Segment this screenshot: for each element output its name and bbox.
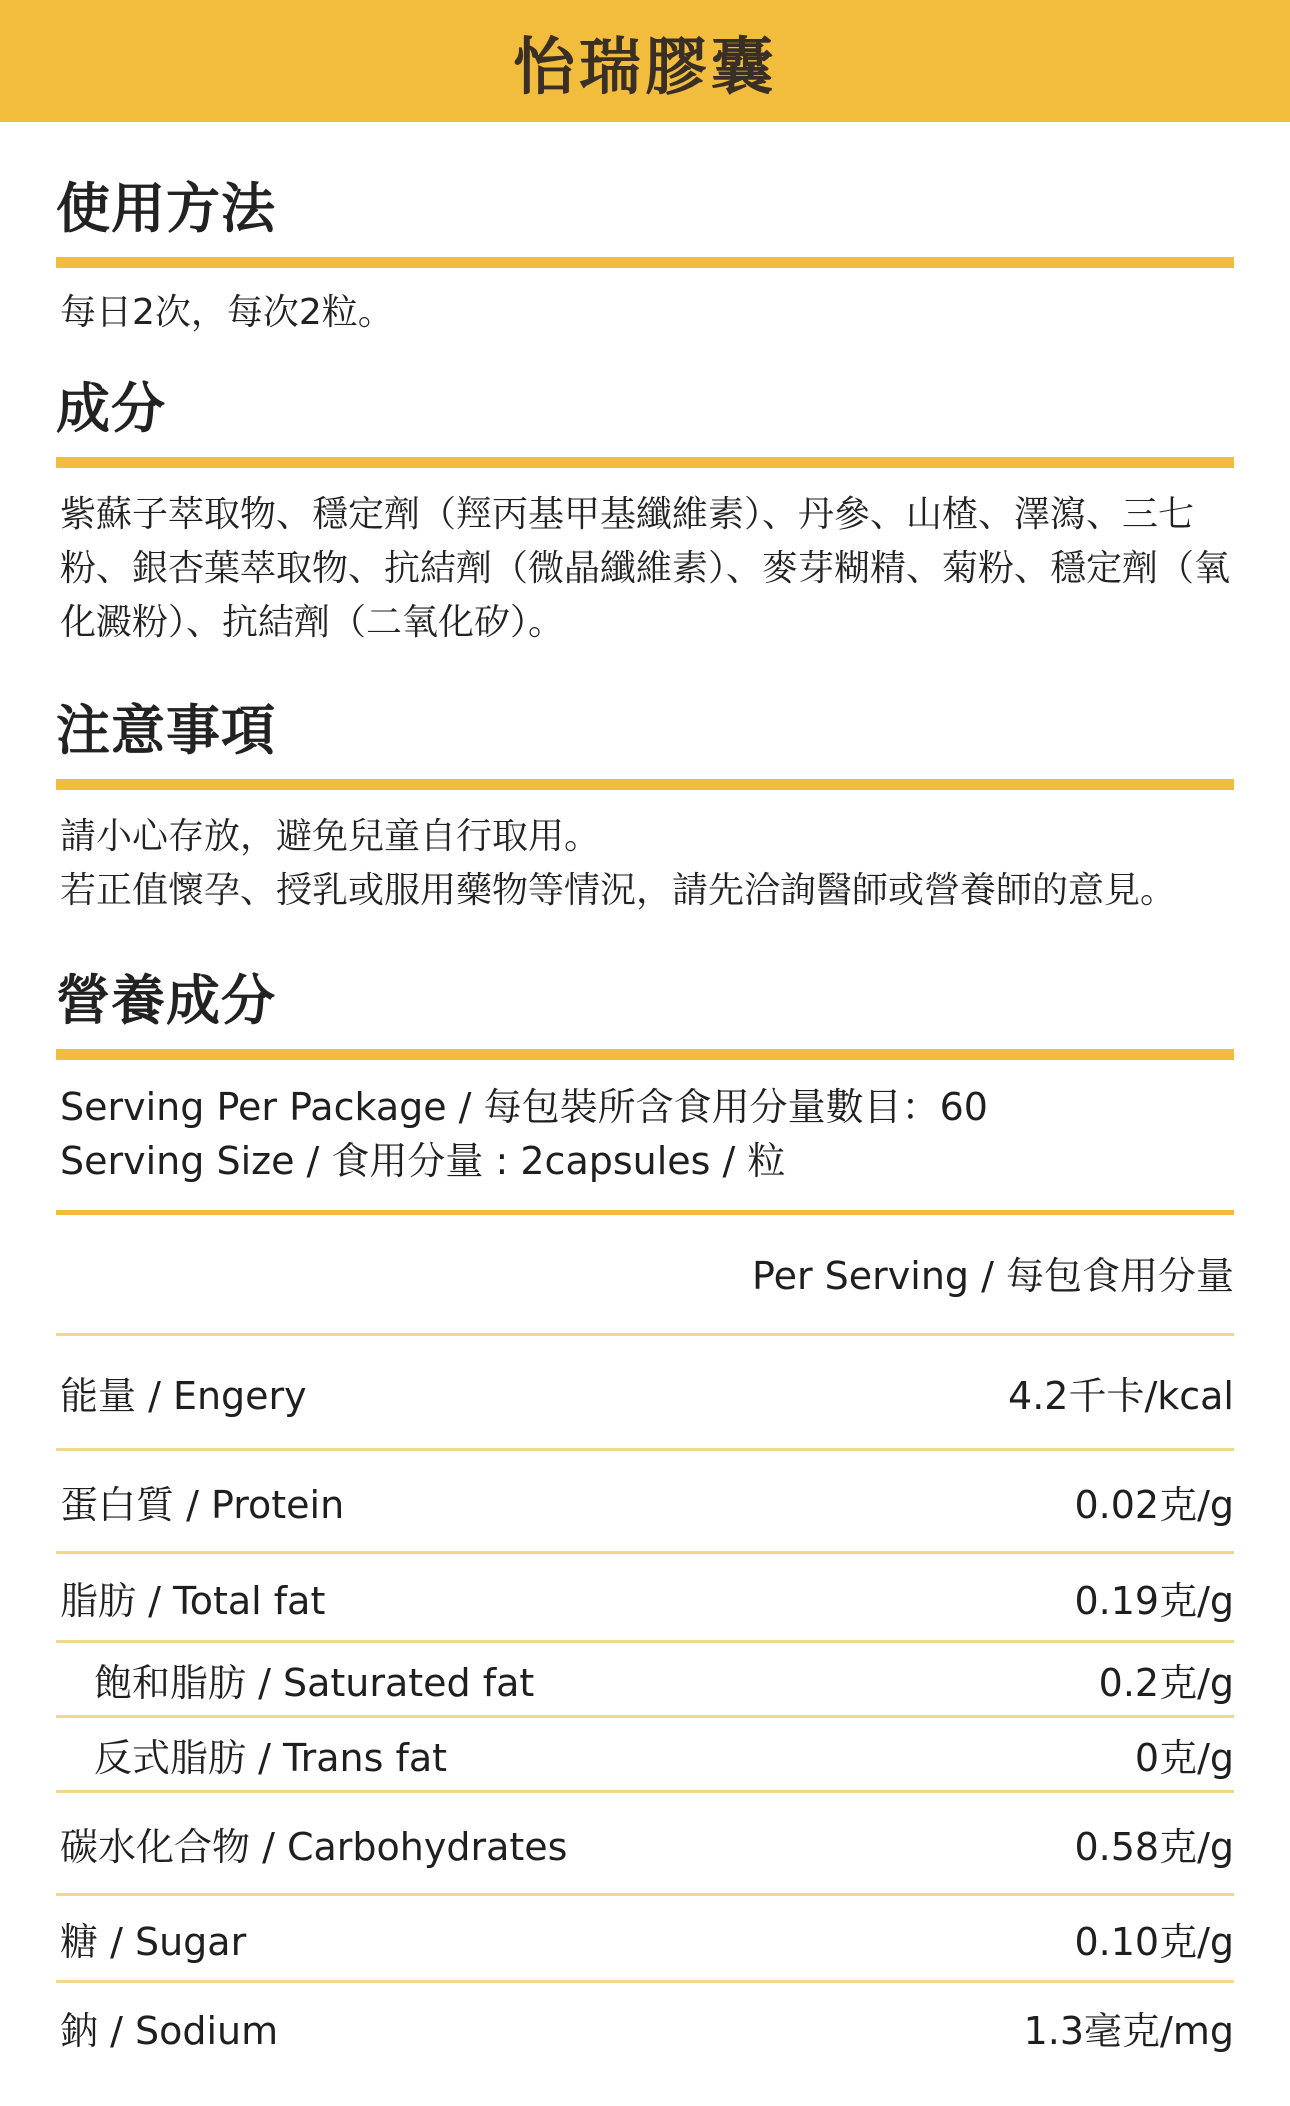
nutrition-row-sugar xyxy=(56,1893,1234,1980)
notes-line: 請小心存放，避免兒童自行取用。 xyxy=(60,816,601,857)
content xyxy=(0,122,1290,2071)
ingredients-heading: 成分 xyxy=(56,377,166,440)
nutrition-row-protein xyxy=(56,1448,1234,1551)
per-serving-header: Per Serving / 每包食用分量 xyxy=(752,1254,1234,1298)
nutrition-row-sodium xyxy=(56,1980,1234,2071)
serving-divider xyxy=(56,1210,1234,1215)
notes-line: 若正值懷孕、授乳或服用藥物等情況，請先洽詢醫師或營養師的意見。 xyxy=(60,870,1177,911)
nutrient-label: 蛋白質 / Protein xyxy=(60,1482,345,1527)
nutrient-value: 1.3毫克/mg xyxy=(1023,2008,1234,2053)
nutrition-row-carbohydrates xyxy=(56,1790,1234,1893)
serving-size: Serving Size / 食用分量 : 2capsules / 粒 xyxy=(60,1139,786,1183)
nutrient-label: 能量 / Engery xyxy=(60,1373,307,1418)
nutrient-value: 0.2克/g xyxy=(1098,1660,1234,1705)
usage-section xyxy=(56,122,1234,340)
nutrient-label: 脂肪 / Total fat xyxy=(60,1578,326,1623)
nutrient-label: 反式脂肪 / Trans fat xyxy=(94,1735,448,1780)
nutrient-label: 鈉 / Sodium xyxy=(60,2008,279,2053)
nutrient-value: 0克/g xyxy=(1134,1735,1234,1780)
notes-text xyxy=(56,810,1234,918)
nutrition-row-saturated-fat xyxy=(56,1640,1234,1715)
ingredients-line: 紫蘇子萃取物、穩定劑（羥丙基甲基纖維素）、丹參、山楂、澤瀉、三七 xyxy=(60,494,1195,535)
nutrition-row-total-fat xyxy=(56,1551,1234,1640)
usage-text: 每日2次，每次2粒。 xyxy=(60,292,394,333)
nutrient-label: 糖 / Sugar xyxy=(60,1919,247,1964)
page-title: 怡瑞膠囊 xyxy=(512,29,777,103)
nutrient-value: 0.10克/g xyxy=(1074,1919,1234,1964)
serving-info xyxy=(56,1080,1234,1188)
notes-divider xyxy=(56,779,1234,790)
nutrition-section xyxy=(56,958,1234,2071)
ingredients-line: 化澱粉）、抗結劑（二氧化矽）。 xyxy=(60,602,565,643)
usage-heading: 使用方法 xyxy=(56,177,276,240)
nutrition-row-trans-fat xyxy=(56,1715,1234,1790)
notes-heading: 注意事項 xyxy=(56,699,276,762)
nutrition-row-energy xyxy=(56,1333,1234,1448)
serving-per-package: Serving Per Package / 每包裝所含食用分量數目：60 xyxy=(60,1085,988,1129)
ingredients-text xyxy=(56,488,1234,650)
ingredients-line: 粉、銀杏葉萃取物、抗結劑（微晶纖維素）、麥芽糊精、菊粉、穩定劑（氧 xyxy=(60,548,1231,589)
nutrient-value: 4.2千卡/kcal xyxy=(1008,1373,1234,1418)
ingredients-divider xyxy=(56,457,1234,468)
nutrient-value: 0.02克/g xyxy=(1074,1482,1234,1527)
nutrition-heading: 營養成分 xyxy=(56,969,276,1032)
title-banner xyxy=(0,0,1290,122)
nutrient-label: 飽和脂肪 / Saturated fat xyxy=(94,1660,535,1705)
nutrient-label: 碳水化合物 / Carbohydrates xyxy=(60,1824,568,1869)
nutrient-value: 0.19克/g xyxy=(1074,1578,1234,1623)
ingredients-section xyxy=(56,366,1234,650)
nutrition-divider xyxy=(56,1049,1234,1060)
notes-section xyxy=(56,688,1234,918)
usage-divider xyxy=(56,257,1234,268)
nutrient-value: 0.58克/g xyxy=(1074,1824,1234,1869)
